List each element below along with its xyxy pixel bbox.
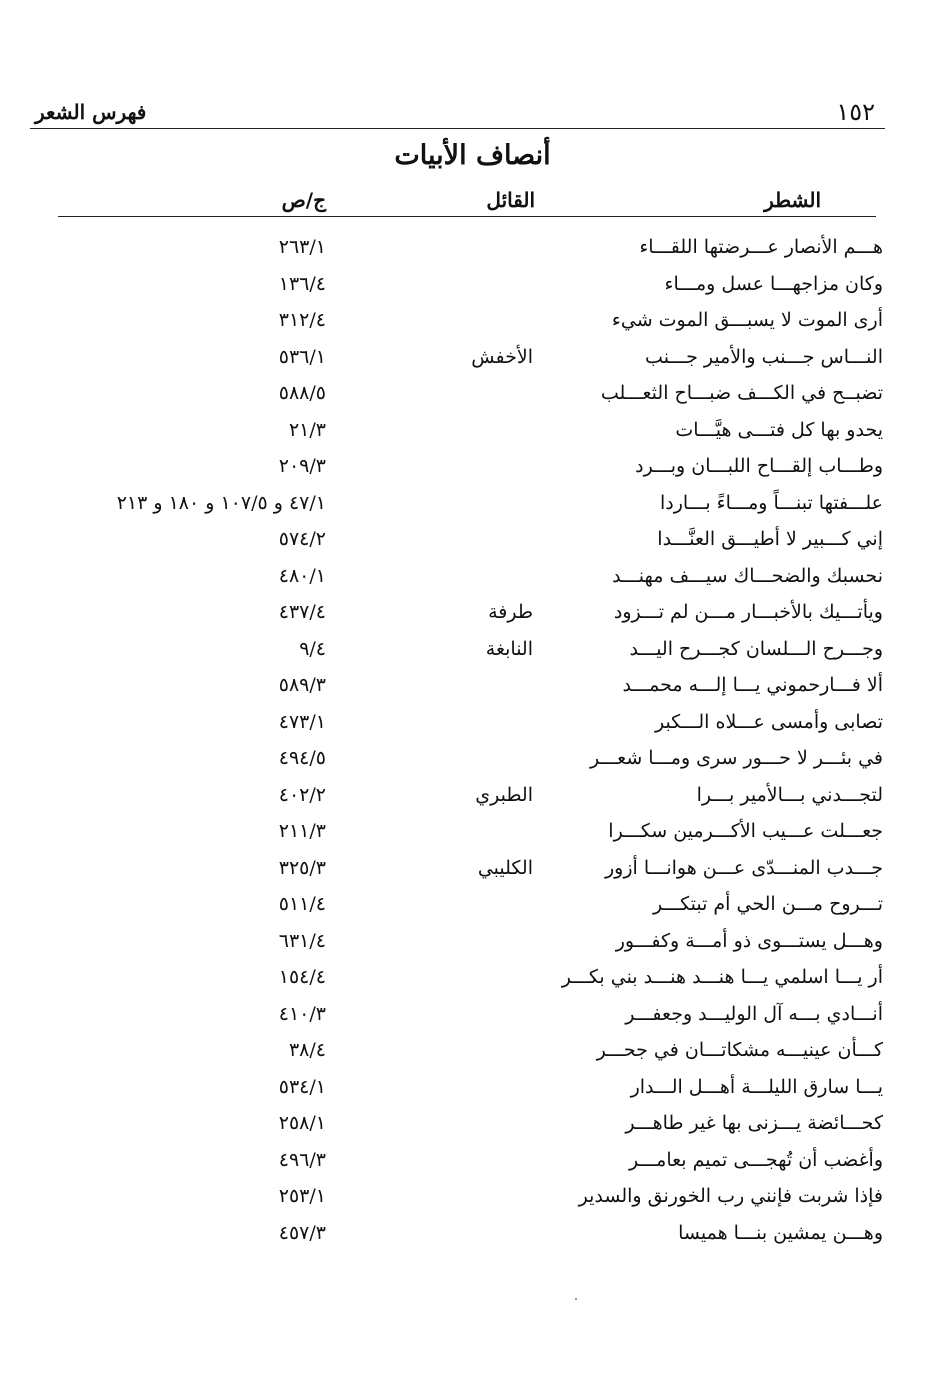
verse-text: النـــاس جـــنب والأمير جـــنب <box>645 345 883 368</box>
list-item <box>0 305 945 342</box>
page-reference: ١٥٤/٤ <box>278 966 326 988</box>
page-reference: ٥٨٩/٣ <box>278 674 326 696</box>
verse-text: وطـــاب إلقـــاح اللبـــان وبـــرد <box>635 455 883 477</box>
speck-mark <box>575 1298 577 1300</box>
page-reference: ٥٨٨/٥ <box>278 382 326 404</box>
verse-text: تـــروح مـــن الحي أم تبتكـــر <box>652 893 883 915</box>
index-title: فهرس الشعر <box>35 100 147 124</box>
page-reference: ٤٧٣/١ <box>278 710 326 733</box>
column-header-reference: ج/ص <box>281 188 326 212</box>
list-item <box>0 962 945 999</box>
verse-text: أر يـــا اسلمي يـــا هنـــد هنـــد بني بكـــر <box>561 966 883 988</box>
page-reference: ٢٥٣/١ <box>278 1185 326 1207</box>
page-reference: ٣٨/٤ <box>288 1039 326 1061</box>
page-reference: ٤٠٢/٢ <box>278 783 326 806</box>
verse-text: تصابى وأمسى عـــلاه الـــكبر <box>654 710 883 733</box>
verse-text: إني كـــبير لا أطيـــق العنَّـــدا <box>657 528 883 550</box>
list-item <box>0 1181 945 1218</box>
list-item <box>0 926 945 963</box>
verse-text: فإذا شربت فإنني رب الخورنق والسدير <box>578 1185 883 1207</box>
page-reference: ٤٧/١ و ١٠٧/٥ و ١٨٠ و ٢١٣ <box>116 491 326 514</box>
page-reference: ٤٣٧/٤ <box>278 601 326 623</box>
verse-text: كحـــائضة يـــزنى بها غير طاهـــر <box>625 1112 883 1134</box>
page-reference: ٤٩٦/٣ <box>278 1148 326 1171</box>
verse-text: كـــأن عينيـــه مشكاتـــان في جحـــر <box>596 1039 883 1061</box>
verse-text: لتجـــدني بـــالأمير بـــرا <box>696 783 883 806</box>
verse-text: أرى الموت لا يسبـــق الموت شيء <box>611 309 883 331</box>
list-item <box>0 524 945 561</box>
list-item <box>0 342 945 379</box>
page-reference: ٣٢٥/٣ <box>278 856 326 879</box>
verse-text: وكان مزاجهـــا عسل ومـــاء <box>664 272 883 295</box>
poet-name: النابغة <box>485 637 533 660</box>
list-item <box>0 634 945 671</box>
page-reference: ٥٣٦/١ <box>278 345 326 368</box>
page-reference: ٢١١/٣ <box>278 820 326 842</box>
page-reference: ٣١٢/٤ <box>278 309 326 331</box>
list-item <box>0 451 945 488</box>
verse-text: هـــم الأنصار عـــرضتها اللقـــاء <box>639 236 883 258</box>
list-item <box>0 816 945 853</box>
verse-text: ألا فـــارحموني يـــا إلـــه محمـــد <box>622 674 883 696</box>
page-reference: ٥٣٤/١ <box>278 1075 326 1098</box>
list-item <box>0 853 945 890</box>
page-number: ١٥٢ <box>836 98 875 126</box>
page-reference: ٦٣١/٤ <box>278 929 326 952</box>
list-item <box>0 780 945 817</box>
list-item <box>0 488 945 525</box>
verse-text: ويأتـــيك بالأخبـــار مـــن لم تـــزود <box>613 601 883 623</box>
section-title: أنصاف الأبيات <box>394 140 551 171</box>
page-reference: ٤٥٧/٣ <box>278 1221 326 1244</box>
list-item <box>0 269 945 306</box>
page-reference: ٤٩٤/٥ <box>278 747 326 769</box>
list-item <box>0 232 945 269</box>
verse-text: وهـــل يستـــوى ذو أمـــة وكفـــور <box>615 929 883 952</box>
poet-name: طرفة <box>488 601 533 623</box>
list-item <box>0 999 945 1036</box>
poet-name: الكليبي <box>477 856 533 879</box>
list-item <box>0 378 945 415</box>
column-header-poet: القائل <box>486 188 535 212</box>
page-reference: ٢٥٨/١ <box>278 1112 326 1134</box>
list-item <box>0 415 945 452</box>
verse-text: يحدو بها كل فتـــى هيَّـــات <box>675 418 883 441</box>
list-item <box>0 561 945 598</box>
page-reference: ٥٧٤/٢ <box>278 528 326 550</box>
list-item <box>0 1145 945 1182</box>
poet-name: الطبري <box>475 783 533 806</box>
list-item <box>0 889 945 926</box>
verse-text: أنـــادي بـــه آل الوليـــد وجعفـــر <box>625 1002 883 1025</box>
page-reference: ٤١٠/٣ <box>278 1002 326 1025</box>
page-reference: ١٣٦/٤ <box>278 272 326 295</box>
list-item <box>0 670 945 707</box>
list-item <box>0 1108 945 1145</box>
header-rule <box>58 216 876 217</box>
verse-text: تضبــح في الكـــف ضبـــاح الثعـــلب <box>600 382 883 404</box>
verse-text: علـــفتها تبنـــاً ومـــاءً بـــاردا <box>659 491 883 514</box>
list-item <box>0 597 945 634</box>
page-reference: ٤٨٠/١ <box>278 564 326 587</box>
verse-index-list <box>0 232 945 1254</box>
page-reference: ٢١/٣ <box>288 418 326 441</box>
list-item <box>0 707 945 744</box>
verse-text: نحسبك والضحـــاك سيـــف مهنـــد <box>612 564 883 587</box>
verse-text: يـــا سارق الليلـــة أهـــل الـــدار <box>630 1075 883 1098</box>
verse-text: وجـــرح الـــلسان كجـــرح اليـــد <box>629 637 883 660</box>
page-reference: ٩/٤ <box>299 637 326 660</box>
running-head <box>30 98 885 129</box>
page-reference: ٢٠٩/٣ <box>278 455 326 477</box>
verse-text: في بئـــر لا حـــور سرى ومـــا شعـــر <box>589 747 883 769</box>
verse-text: وهـــن يمشين بنـــا هميسا <box>678 1221 883 1244</box>
list-item <box>0 1218 945 1255</box>
list-item <box>0 743 945 780</box>
poet-name: الأخفش <box>471 345 533 368</box>
verse-text: وأغضب أن تُهجـــى تميم بعامـــر <box>628 1148 883 1171</box>
list-item <box>0 1035 945 1072</box>
column-header-verse: الشطر <box>764 188 821 212</box>
list-item <box>0 1072 945 1109</box>
page-reference: ٢٦٣/١ <box>278 236 326 258</box>
verse-text: جـــدب المنـــدّى عـــن هوانـــا أزور <box>605 856 883 879</box>
page-reference: ٥١١/٤ <box>278 893 326 915</box>
verse-text: جعـــلت عـــيب الأكـــرمين سكـــرا <box>608 820 883 842</box>
